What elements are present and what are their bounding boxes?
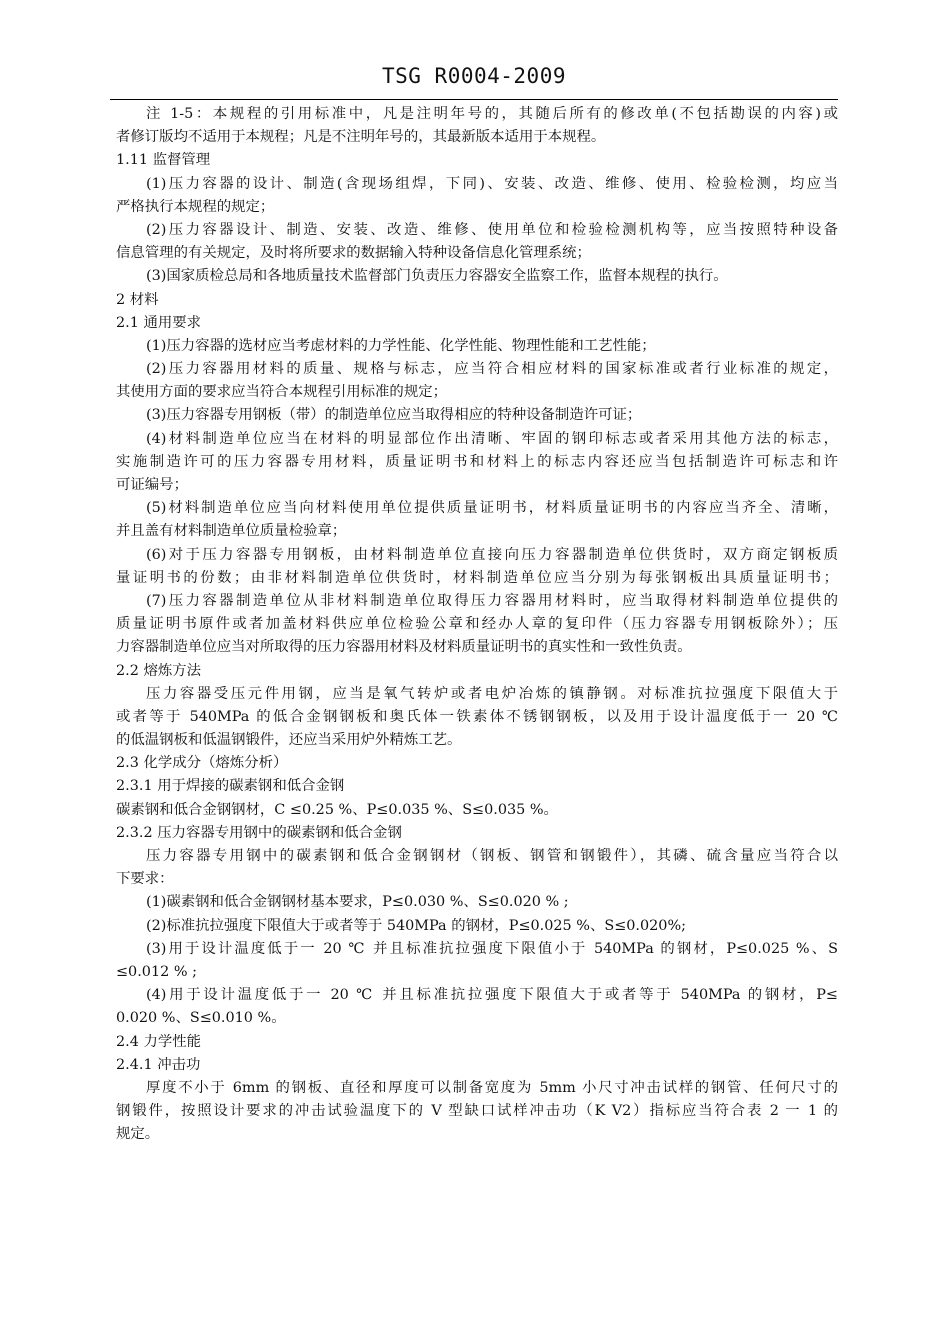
text-line: 2.3.1 用于焊接的碳素钢和低合金钢 [116,778,345,795]
text-line: ≤0.012 % ; [116,963,197,980]
text-line: 下要求： [116,871,174,888]
text-line: 者修订版均不适用于本规程；凡是不注明年号的，其最新版本适用于本规程。 [116,129,606,146]
text-line: (1)碳素钢和低合金钢钢材基本要求，P≤0.030 %、S≤0.020 % ; [146,894,569,911]
text-line: 2.4 力学性能 [116,1033,202,1050]
text-line: 注 1-5：本规程的引用标准中，凡是注明年号的，其随后所有的修改单(不包括勘误的内容)或 [146,106,838,122]
text-line: 或者等于 540MPa 的低合金钢钢板和奥氏体一铁素体不锈钢钢板，以及用于设计温度低于一 20 ℃ [116,708,838,725]
text-line: 实施制造许可的压力容器专用材料，质量证明书和材料上的标志内容还应当包括制造许可标志和许 [116,453,838,470]
text-line: 钢锻件，按照设计要求的冲击试验温度下的 V 型缺口试样冲击功（K V2）指标应当符合表 2 一 1 的 [116,1103,838,1120]
text-line: 其使用方面的要求应当符合本规程引用标准的规定； [116,384,447,401]
header-rule [110,99,838,100]
text-line: 规定。 [116,1126,160,1143]
text-line: 压力容器受压元件用钢，应当是氧气转炉或者电炉冶炼的镇静钢。对标准抗拉强度下限值大于 [146,685,838,702]
text-line: (2)标准抗拉强度下限值大于或者等于 540MPa 的钢材，P≤0.025 %、S≤0.020%; [146,917,686,934]
document-body [116,103,838,1146]
text-line: (3)国家质检总局和各地质量技术监督部门负责压力容器安全监察工作，监督本规程的执行。 [146,268,728,285]
text-line: (2)压力容器设计、制造、安装、改造、维修、使用单位和检验检测机构等，应当按照特种设备 [146,221,838,238]
text-line: (1)压力容器的设计、制造(含现场组焊，下同)、安装、改造、维修、使用、检验检测，均应当 [146,175,838,192]
text-line: 可证编号； [116,477,188,493]
text-line: (1)压力容器的选材应当考虑材料的力学性能、化学性能、物理性能和工艺性能； [146,337,656,354]
text-line: 2.1 通用要求 [116,314,202,331]
text-line: 2.2 熔炼方法 [116,662,202,679]
text-line: 2 材料 [116,291,159,308]
text-line: (4)用于设计温度低于一 20 ℃ 并且标准抗拉强度下限值大于或者等于 540MPa 的钢材，P≤ [146,987,838,1004]
text-line: 2.3 化学成分（熔炼分析） [116,755,288,772]
page-header-title: TSG R0004-2009 [381,64,566,88]
text-line: 力容器制造单位应当对所取得的压力容器用材料及材料质量证明书的真实性和一致性负责。 [116,639,692,656]
text-line: 信息管理的有关规定，及时将所要求的数据输入特种设备信息化管理系统； [116,245,591,262]
text-line: (3)压力容器专用钢板（带）的制造单位应当取得相应的特种设备制造许可证； [146,407,642,424]
text-line: (5)材料制造单位应当向材料使用单位提供质量证明书，材料质量证明书的内容应当齐全、清晰， [146,500,838,517]
text-line: 1.11 监督管理 [116,152,211,169]
text-line: 质量证明书原件或者加盖材料供应单位检验公章和经办人章的复印件（压力容器专用钢板除外）；压 [116,616,838,633]
text-line: (4)材料制造单位应当在材料的明显部位作出清晰、牢固的钢印标志或者采用其他方法的标志， [146,430,838,447]
text-line: (7)压力容器制造单位从非材料制造单位取得压力容器用材料时，应当取得材料制造单位提供的 [146,592,838,609]
text-line: 2.3.2 压力容器专用钢中的碳素钢和低合金钢 [116,824,402,841]
text-line: 碳素钢和低合金钢钢材，C ≤0.25 %、P≤0.035 %、S≤0.035 %。 [116,801,558,818]
text-line: 压力容器专用钢中的碳素钢和低合金钢钢材（钢板、钢管和钢锻件），其磷、硫含量应当符合以 [146,848,838,864]
text-line: (3)用于设计温度低于一 20 ℃ 并且标准抗拉强度下限值小于 540MPa 的钢材，P≤0.025 %、S [146,940,838,957]
text-line: 0.020 %、S≤0.010 %。 [116,1010,286,1027]
text-line: 的低温钢板和低温钢锻件，还应当采用炉外精炼工艺。 [116,732,462,749]
text-line: 量证明书的份数；由非材料制造单位供货时，材料制造单位应当分别为每张钢板出具质量证明书； [116,569,838,586]
text-line: 2.4.1 冲击功 [116,1056,201,1073]
text-line: 并且盖有材料制造单位质量检验章； [116,523,347,540]
text-line: (6)对于压力容器专用钢板，由材料制造单位直接向压力容器制造单位供货时，双方商定钢板质 [146,546,838,563]
text-line: 严格执行本规程的规定； [116,198,275,215]
text-line: (2)压力容器用材料的质量、规格与标志，应当符合相应材料的国家标准或者行业标准的规定， [146,361,838,378]
text-line: 厚度不小于 6mm 的钢板、直径和厚度可以制备宽度为 5mm 小尺寸冲击试样的钢管、任何尺寸的 [146,1079,838,1096]
